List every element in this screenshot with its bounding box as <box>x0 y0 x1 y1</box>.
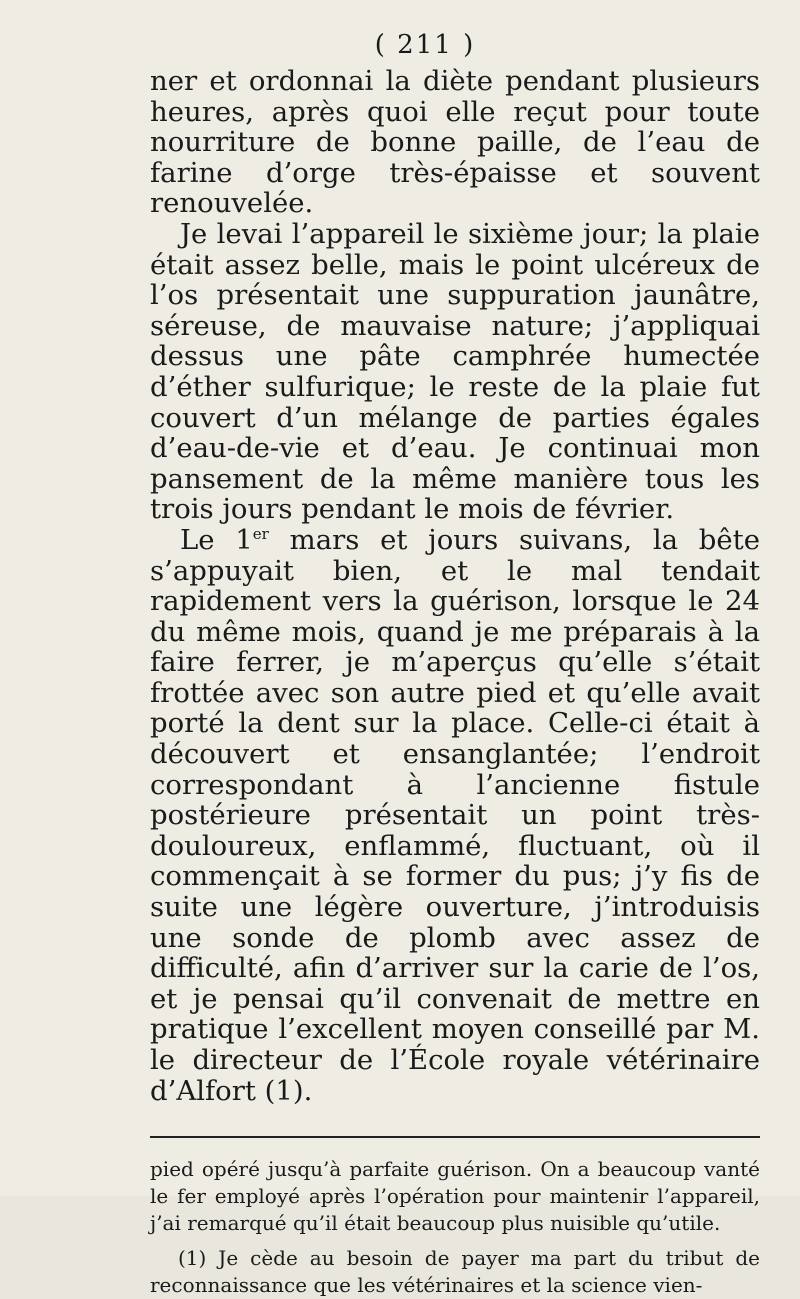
paragraph-3 <box>150 525 760 1106</box>
footnote-1: (1) Je cède au besoin de payer ma part du tribut de reconnaissance que les vétérinaires et la science vien- <box>150 1246 760 1298</box>
paragraph-1: ner et ordonnai la diète pendant plusieurs heures, après quoi elle reçut pour toute nourriture de bonne paille, de l’eau de farine d’orge très-épaisse et souvent renouvelée. <box>150 65 760 220</box>
paragraph-3-rest: mars et jours suivans, la bête s’appuyait bien, et le mal tendait rapidement vers la guérison, lorsque le 24 du même mois, quand je me préparais à la faire ferrer, je m’aperçus qu’elle s’était frottée avec son autre pied et qu’elle avait porté la dent sur la place. Celle-ci était à découvert et ensanglantée; l’endroit correspondant à l’ancienne fistule postérieure présentait un point très-douloureux, enflammé, fluctuant, où il commençait à se former du pus; j’y fis de suite une légère ouverture, j’introduisis une sonde de plomb avec assez de difficulté, afin d’arriver sur la carie de l’os, et je pensai qu’il convenait de mettre en pratique l’excellent moyen conseillé par M. le directeur de l’École royale vétérinaire d’Alfort (1). <box>150 523 760 1107</box>
main-text <box>150 66 760 1106</box>
ordinal-superscript: er <box>252 524 269 543</box>
paragraph-2: Je levai l’appareil le sixième jour; la plaie était assez belle, mais le point ulcéreux de l’os présentait une suppuration jaunâtre, séreuse, de mauvaise nature; j’appliquai dessus une pâte camphrée humectée d’éther sulfurique; le reste de la plaie fut couvert d’un mélange de parties égales d’eau-de-vie et d’eau. Je continuai mon pansement de la même manière tous les trois jours pendant le mois de février. <box>150 217 760 526</box>
footnote-continued: pied opéré jusqu’à parfaite guérison. On a beaucoup vanté le fer employé après l’opération pour maintenir l’appareil, j’ai remarqué qu’il était beaucoup plus nuisible qu’utile. <box>150 1157 760 1236</box>
page-number: ( 211 ) <box>374 30 476 60</box>
footnote-divider <box>150 1136 760 1138</box>
paragraph-3-lead: Le 1 <box>180 523 253 556</box>
footnotes <box>150 1156 760 1299</box>
